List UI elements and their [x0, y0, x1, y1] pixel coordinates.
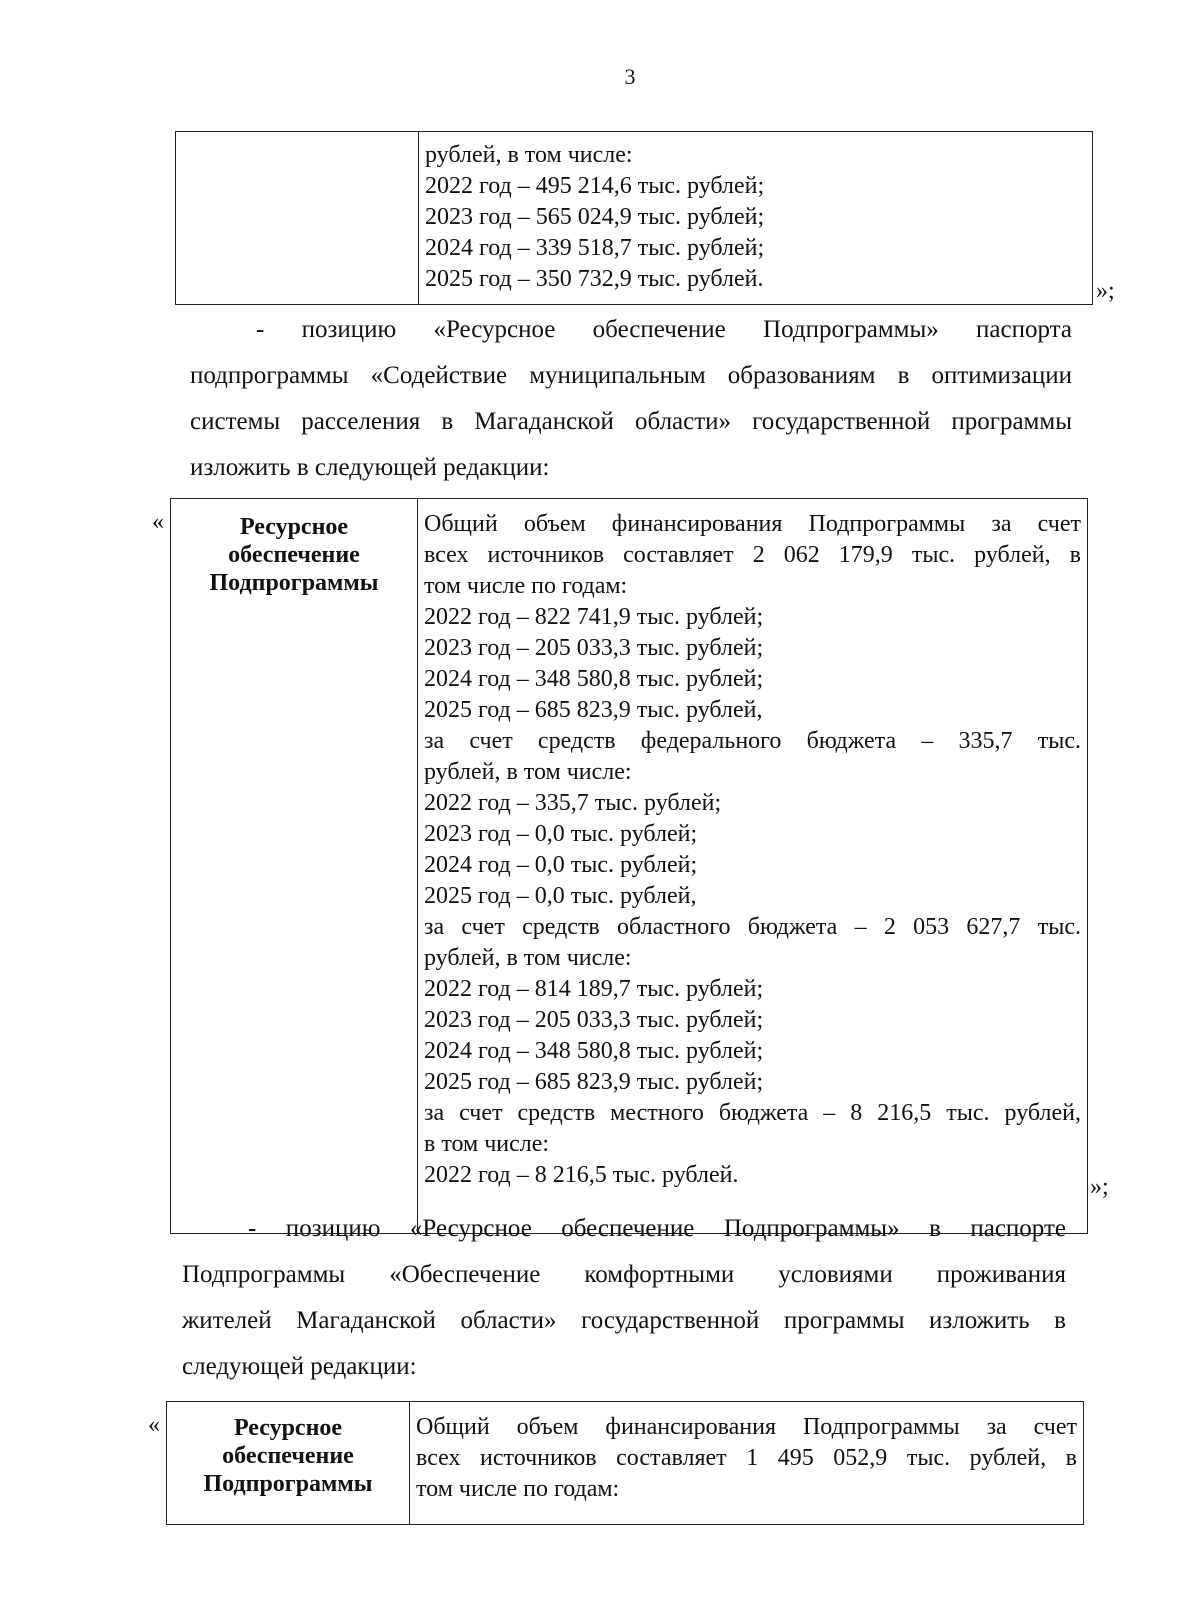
table-line: 2022 год – 814 189,7 тыс. рублей;	[424, 976, 764, 1002]
header-line: Ресурсное	[233, 1415, 343, 1441]
table-line: 2025 год – 350 732,9 тыс. рублей.	[425, 266, 764, 292]
resource-table-settlement	[170, 498, 1088, 1234]
table-cell-funding-text	[418, 499, 1088, 1234]
paragraph-line: жителей Магаданской области» государственной программы изложить в	[182, 1307, 1066, 1334]
table-line: 2025 год – 0,0 тыс. рублей,	[424, 883, 697, 909]
table-line: за счет средств федерального бюджета – 335,7 тыс.	[424, 728, 1081, 754]
table-line: 2024 год – 339 518,7 тыс. рублей;	[425, 235, 765, 261]
table-cell-empty	[176, 132, 419, 305]
table-line: 2022 год – 822 741,9 тыс. рублей;	[424, 604, 764, 630]
table-line: 2022 год – 8 216,5 тыс. рублей.	[424, 1162, 739, 1188]
resource-table-comfort	[166, 1401, 1084, 1525]
table-line: том числе по годам:	[416, 1476, 620, 1502]
table-line: Общий объем финансирования Подпрограммы за счет	[416, 1414, 1077, 1440]
table-line: 2024 год – 0,0 тыс. рублей;	[424, 852, 698, 878]
table-cell-funding-text	[410, 1402, 1084, 1525]
table-line: 2025 год – 685 823,9 тыс. рублей;	[424, 1069, 764, 1095]
header-line: Подпрограммы	[203, 1471, 373, 1497]
table-line: Общий объем финансирования Подпрограммы за счет	[424, 511, 1081, 537]
header-line: обеспечение	[222, 1443, 354, 1469]
close-quote: »;	[1090, 1174, 1109, 1200]
table-line: 2023 год – 205 033,3 тыс. рублей;	[424, 635, 764, 661]
table-header-cell	[171, 499, 418, 1234]
table-line: 2022 год – 495 214,6 тыс. рублей;	[425, 173, 765, 199]
open-quote: «	[148, 1412, 160, 1438]
table-line: всех источников составляет 1 495 052,9 тыс. рублей, в	[416, 1445, 1077, 1471]
table-line: всех источников составляет 2 062 179,9 тыс. рублей, в	[424, 542, 1081, 568]
funding-table-continuation	[175, 131, 1093, 305]
paragraph-line: Подпрограммы «Обеспечение комфортными условиями проживания	[182, 1261, 1066, 1288]
table-line: 2024 год – 348 580,8 тыс. рублей;	[424, 666, 764, 692]
table-line: в том числе:	[424, 1131, 550, 1157]
table-line: за счет средств областного бюджета – 2 053 627,7 тыс.	[424, 914, 1081, 940]
close-quote: »;	[1096, 278, 1115, 304]
page-number: 3	[624, 64, 636, 89]
paragraph-line: следующей редакции:	[182, 1353, 417, 1380]
header-line: Подпрограммы	[209, 570, 379, 596]
table-line: 2023 год – 0,0 тыс. рублей;	[424, 821, 698, 847]
table-header-cell	[167, 1402, 410, 1525]
table-line: за счет средств местного бюджета – 8 216,5 тыс. рублей,	[424, 1100, 1081, 1126]
table-line: рублей, в том числе:	[424, 945, 632, 971]
table-line: 2024 год – 348 580,8 тыс. рублей;	[424, 1038, 764, 1064]
paragraph-line: системы расселения в Магаданской области» государственной программы	[190, 408, 1072, 435]
table-line: рублей, в том числе:	[424, 759, 632, 785]
table-line: 2025 год – 685 823,9 тыс. рублей,	[424, 697, 763, 723]
table-line: рублей, в том числе:	[425, 142, 633, 168]
paragraph-line: изложить в следующей редакции:	[190, 454, 550, 481]
table-cell-funding-text	[419, 132, 1093, 305]
table-line: 2022 год – 335,7 тыс. рублей;	[424, 790, 722, 816]
header-line: Ресурсное	[239, 514, 349, 540]
header-line: обеспечение	[228, 542, 360, 568]
paragraph-line: - позицию «Ресурсное обеспечение Подпрограммы» в паспорте	[248, 1215, 1066, 1242]
paragraph-line: подпрограммы «Содействие муниципальным образованиям в оптимизации	[190, 362, 1072, 389]
table-line: том числе по годам:	[424, 573, 628, 599]
paragraph-subprogram-settlement	[190, 307, 1072, 491]
table-line: 2023 год – 205 033,3 тыс. рублей;	[424, 1007, 764, 1033]
paragraph-line: - позицию «Ресурсное обеспечение Подпрограммы» паспорта	[256, 316, 1072, 343]
paragraph-subprogram-comfort	[182, 1206, 1066, 1390]
open-quote: «	[152, 509, 164, 535]
table-line: 2023 год – 565 024,9 тыс. рублей;	[425, 204, 765, 230]
